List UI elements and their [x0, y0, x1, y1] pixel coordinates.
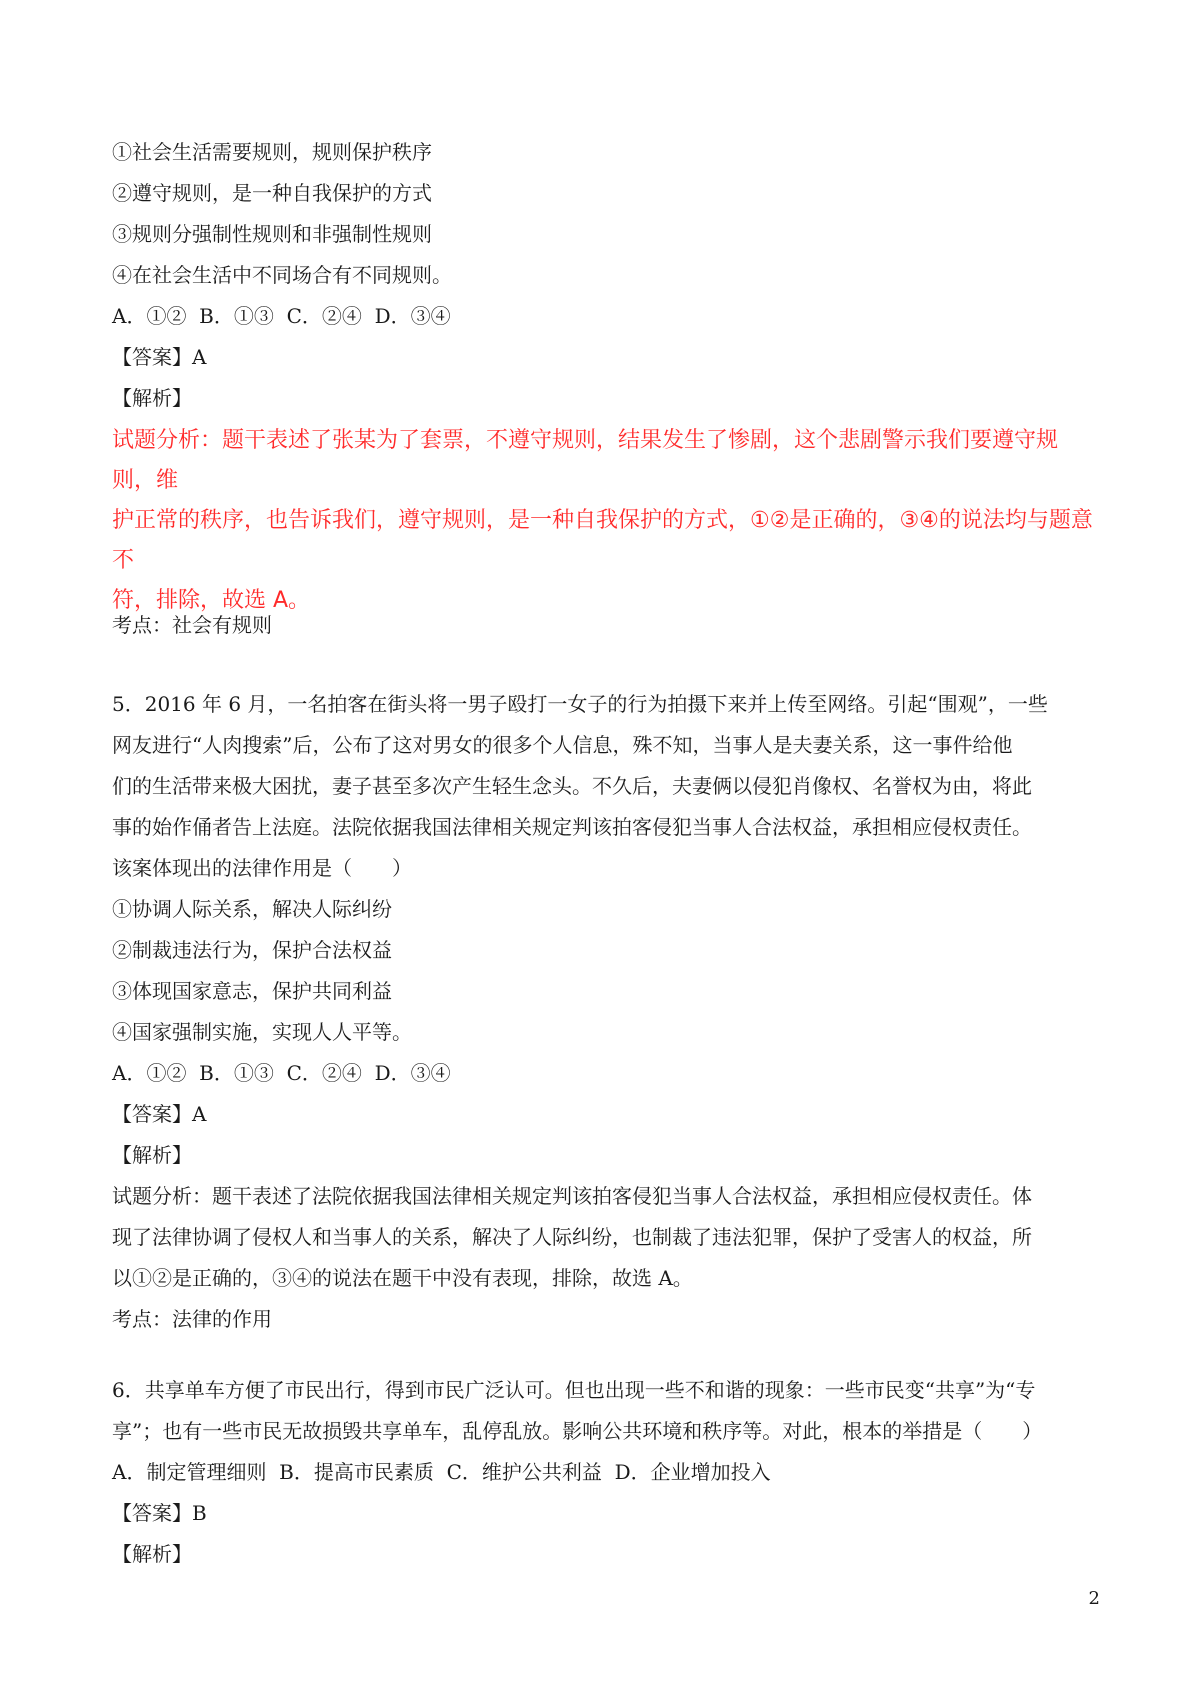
q4-analysis-line-3: 符，排除，故选 A。: [112, 588, 311, 613]
q4-option-3: ③规则分强制性规则和非强制性规则: [112, 222, 432, 246]
q5-stem-line-5: 该案体现出的法律作用是（ ）: [112, 856, 412, 880]
q4-answer: 【答案】A: [112, 345, 207, 369]
q5-stem-line-4: 事的始作俑者告上法庭。法院依据我国法律相关规定判该拍客侵犯当事人合法权益，承担相应侵权责任。: [112, 815, 1032, 839]
q4-analysis: [112, 421, 1097, 621]
q5-stem-line-1: 5．2016 年 6 月，一名拍客在街头将一男子殴打一女子的行为拍摄下来并上传至网络。引起“围观”，一些: [112, 692, 1048, 716]
q5-option-3: ③体现国家意志，保护共同利益: [112, 979, 392, 1003]
q5-block: [112, 692, 1097, 1331]
document-page: [112, 140, 1097, 1583]
q5-answer: 【答案】A: [112, 1102, 207, 1126]
q5-choices: A．①② B．①③ C．②④ D．③④: [112, 1061, 451, 1085]
q5-analysis-label: 【解析】: [112, 1143, 192, 1167]
q4-choices: A．①② B．①③ C．②④ D．③④: [112, 304, 451, 328]
q5-option-1: ①协调人际关系，解决人际纠纷: [112, 897, 392, 921]
q6-stem-line-1: 6．共享单车方便了市民出行，得到市民广泛认可。但也出现一些不和谐的现象：一些市民变“共享”为“专: [112, 1378, 1036, 1402]
q6-choices: A．制定管理细则 B．提高市民素质 C．维护公共利益 D．企业增加投入: [112, 1460, 771, 1484]
q5-analysis-line-3: 以①②是正确的，③④的说法在题干中没有表现，排除，故选 A。: [112, 1266, 693, 1290]
q4-analysis-label: 【解析】: [112, 386, 192, 410]
q6-block: [112, 1378, 1097, 1566]
q4-option-4: ④在社会生活中不同场合有不同规则。: [112, 263, 452, 287]
q6-analysis-label: 【解析】: [112, 1542, 192, 1566]
q4-analysis-line-1: 试题分析：题干表述了张某为了套票，不遵守规则，结果发生了惨剧，这个悲剧警示我们要遵守规则，维: [112, 428, 1059, 493]
q5-option-2: ②制裁违法行为，保护合法权益: [112, 938, 392, 962]
q6-stem-line-2: 享”；也有一些市民无故损毁共享单车，乱停乱放。影响公共环境和秩序等。对此，根本的举措是（ ）: [112, 1419, 1043, 1443]
q5-point: 考点：法律的作用: [112, 1307, 272, 1331]
q5-analysis-line-2: 现了法律协调了侵权人和当事人的关系，解决了人际纠纷，也制裁了违法犯罪，保护了受害人的权益，所: [112, 1225, 1032, 1249]
q4-option-1: ①社会生活需要规则，规则保护秩序: [112, 140, 432, 164]
q4-analysis-line-2: 护正常的秩序，也告诉我们，遵守规则，是一种自我保护的方式，①②是正确的，③④的说法均与题意不: [112, 508, 1093, 573]
q4-option-2: ②遵守规则，是一种自我保护的方式: [112, 181, 432, 205]
q4-block: [112, 140, 1097, 637]
q4-point: 考点：社会有规则: [112, 613, 272, 637]
page-number: 2: [1088, 1588, 1100, 1609]
q5-stem-line-2: 网友进行“人肉搜索”后，公布了这对男女的很多个人信息，殊不知，当事人是夫妻关系，这一事件给他: [112, 733, 1013, 757]
q5-analysis-line-1: 试题分析：题干表述了法院依据我国法律相关规定判该拍客侵犯当事人合法权益，承担相应侵权责任。体: [112, 1184, 1032, 1208]
q5-stem-line-3: 们的生活带来极大困扰，妻子甚至多次产生轻生念头。不久后，夫妻俩以侵犯肖像权、名誉权为由，将此: [112, 774, 1032, 798]
q5-option-4: ④国家强制实施，实现人人平等。: [112, 1020, 412, 1044]
q6-answer: 【答案】B: [112, 1501, 207, 1525]
